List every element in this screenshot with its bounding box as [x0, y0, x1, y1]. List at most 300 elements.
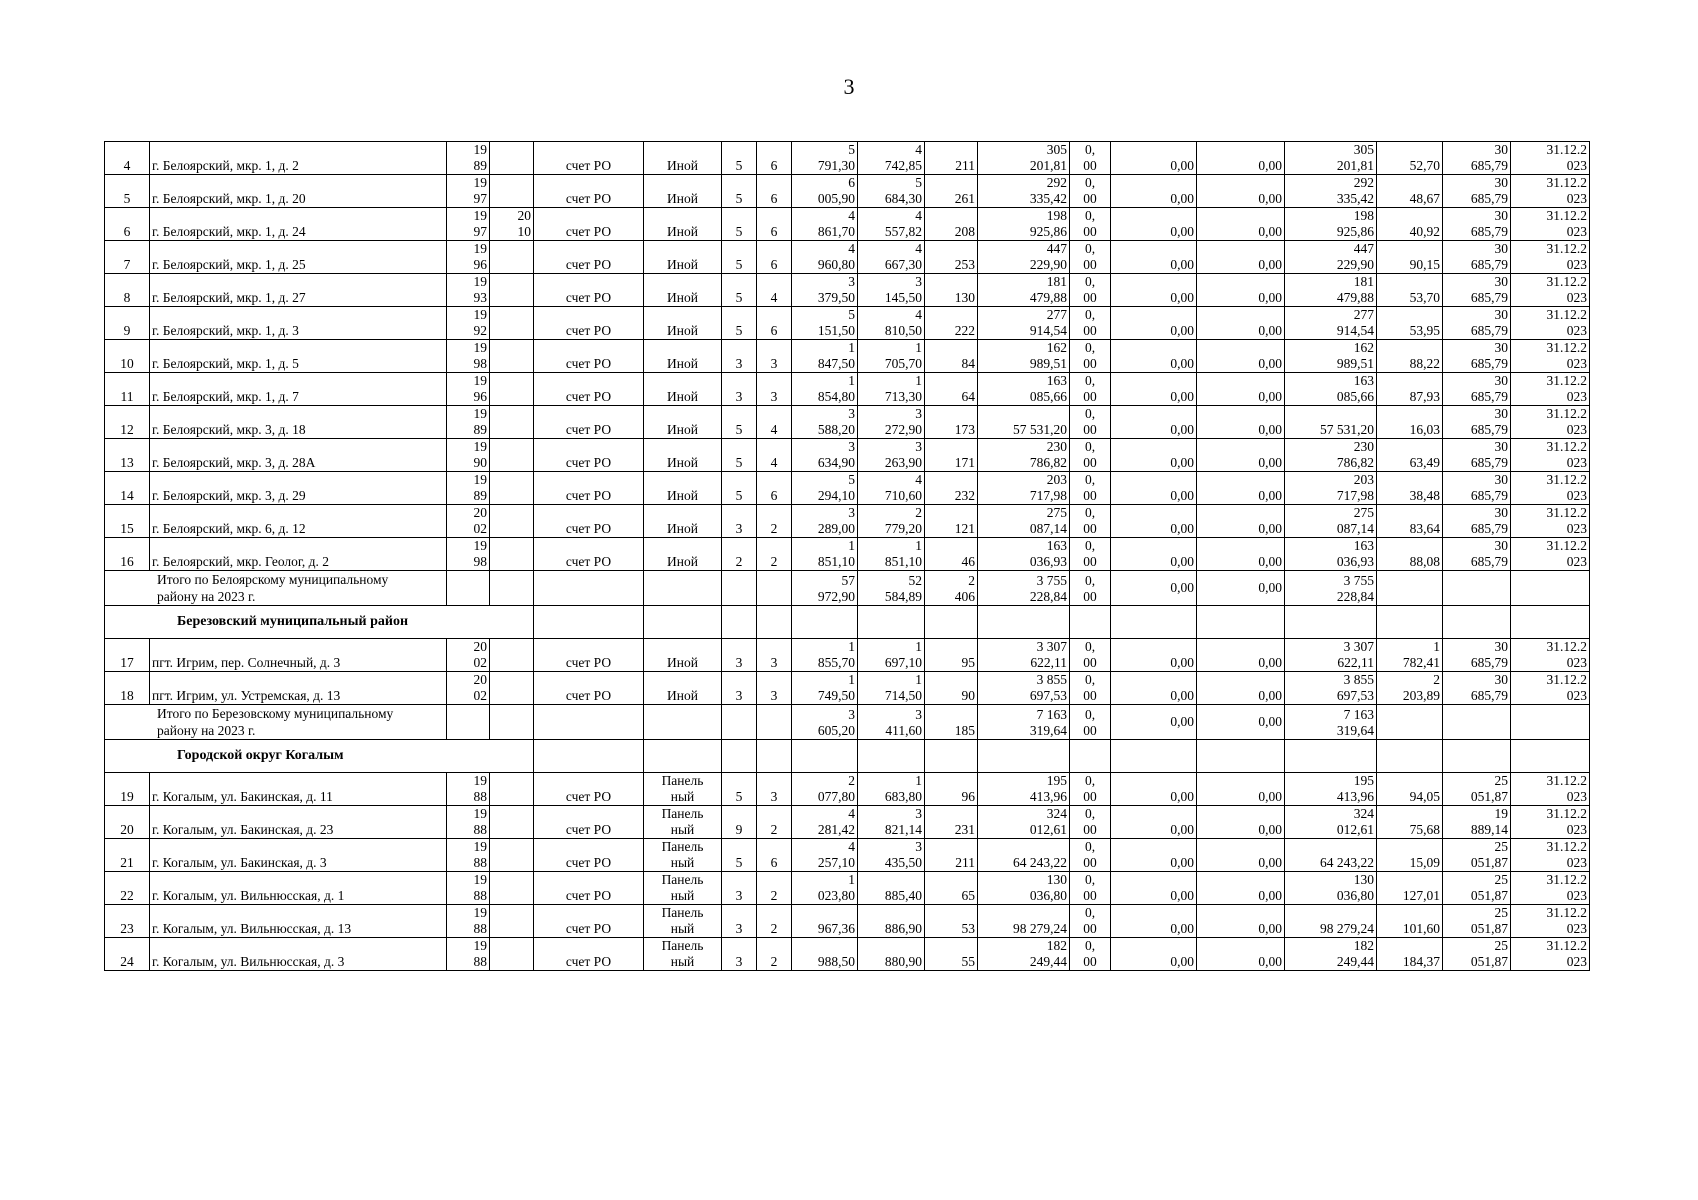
cell-line: 0, — [1084, 142, 1096, 157]
empty-cell — [644, 606, 722, 639]
cell-cost-budget2: 0,00 — [1197, 839, 1285, 872]
table-row — [105, 142, 1590, 175]
cell-line: 201,81 — [1029, 158, 1067, 173]
cell-line: 02 — [473, 521, 487, 536]
cell-line: 786,82 — [1029, 455, 1067, 470]
cell-area-total — [792, 839, 858, 872]
cell-source: счет РО — [534, 538, 644, 571]
cell-line — [492, 257, 531, 273]
cell-area-total — [792, 472, 858, 505]
cell-line: 89 — [473, 158, 487, 173]
subtotal-cost-total — [978, 705, 1070, 740]
cell-line: 275 — [1353, 505, 1374, 520]
cell-line: 19 — [473, 307, 487, 322]
cell-cost-total — [978, 872, 1070, 905]
cell-num: 9 — [105, 307, 150, 340]
cell-line: 854,80 — [817, 389, 855, 404]
cell-area-total — [792, 672, 858, 705]
cell-cost-budget1: 0,00 — [1111, 872, 1197, 905]
cell-line: 782,41 — [1402, 655, 1440, 670]
cell-cost-fund — [1070, 472, 1111, 505]
cell-line: 697,53 — [1336, 688, 1374, 703]
cell-line — [492, 688, 531, 704]
cell-deadline — [1511, 905, 1590, 938]
cell-line: 249,44 — [1029, 954, 1067, 969]
cell-residents: 84 — [925, 340, 978, 373]
subtotal-residents — [925, 571, 978, 606]
cell-area-living — [858, 439, 925, 472]
cell-line: 379,50 — [817, 290, 855, 305]
cell-unit-cost: 101,60 — [1377, 905, 1443, 938]
cell-cost-owners — [1285, 274, 1377, 307]
cell-cost-budget1: 0,00 — [1111, 274, 1197, 307]
cell-cost-budget1: 0,00 — [1111, 505, 1197, 538]
cell-entrances: 2 — [757, 938, 792, 971]
cell-cost-owners — [1285, 241, 1377, 274]
empty-cell — [447, 705, 490, 740]
cell-line: 3 — [915, 707, 922, 722]
cell-line: 64 243,22 — [1013, 855, 1067, 870]
cell-line: 292 — [1353, 175, 1374, 190]
cell-unit-cost: 75,68 — [1377, 806, 1443, 839]
cell-source: счет РО — [534, 773, 644, 806]
cell-line: 023 — [1566, 290, 1587, 305]
cell-line: 31.12.2 — [1546, 307, 1587, 322]
cell-area-total — [792, 538, 858, 571]
cell-line: 30 — [1494, 439, 1508, 454]
cell-unit-cost: 48,67 — [1377, 175, 1443, 208]
cell-line: ный — [670, 822, 695, 837]
cell-line: 4 — [848, 241, 855, 256]
cell-line: 0, — [1084, 707, 1096, 722]
cell-unit-limit — [1443, 806, 1511, 839]
cell-line — [492, 639, 531, 655]
cell-line: 19 — [473, 839, 487, 854]
cell-cost-total — [978, 938, 1070, 971]
cell-cost-budget2: 0,00 — [1197, 773, 1285, 806]
cell-line: 3 855 — [1343, 672, 1374, 687]
cell-source: счет РО — [534, 373, 644, 406]
cell-line: 30 — [1494, 274, 1508, 289]
cell-unit-limit — [1443, 241, 1511, 274]
empty-cell — [792, 606, 858, 639]
cell-line: 00 — [1083, 688, 1097, 703]
cell-entrances: 3 — [757, 639, 792, 672]
cell-line: 023,80 — [817, 888, 855, 903]
cell-floors: 5 — [722, 307, 757, 340]
cell-source: счет РО — [534, 472, 644, 505]
cell-line: 19 — [473, 406, 487, 421]
cell-line: 305 — [1353, 142, 1374, 157]
empty-cell — [1377, 571, 1443, 606]
cell-line: 077,80 — [817, 789, 855, 804]
cell-line: 19 — [1494, 806, 1508, 821]
cell-line: 02 — [473, 655, 487, 670]
cell-line: 257,10 — [817, 855, 855, 870]
cell-line: 914,54 — [1336, 323, 1374, 338]
cell-line: 036,80 — [1336, 888, 1374, 903]
cell-line: 1 — [915, 639, 922, 654]
cell-line: 447 — [1353, 241, 1374, 256]
cell-line: 5 — [848, 142, 855, 157]
cell-line — [492, 389, 531, 405]
cell-line: 023 — [1566, 158, 1587, 173]
cell-residents: 261 — [925, 175, 978, 208]
cell-line — [492, 488, 531, 504]
cell-residents: 231 — [925, 806, 978, 839]
cell-cost-budget1: 0,00 — [1111, 406, 1197, 439]
cell-year — [447, 806, 490, 839]
cell-cost-total — [978, 340, 1070, 373]
cell-line: 3 307 — [1343, 639, 1374, 654]
cell-line — [492, 191, 531, 207]
cell-material: Иной — [644, 274, 722, 307]
cell-cost-owners — [1285, 806, 1377, 839]
cell-line: 31.12.2 — [1546, 142, 1587, 157]
cell-line: 88 — [473, 888, 487, 903]
cell-area-living — [858, 839, 925, 872]
cell-unit-cost: 63,49 — [1377, 439, 1443, 472]
cell-line: 00 — [1083, 422, 1097, 437]
page-number: 3 — [843, 74, 855, 99]
cell-area-living — [858, 307, 925, 340]
cell-line: 406 — [954, 589, 975, 604]
cell-line: 30 — [1494, 340, 1508, 355]
cell-line: 00 — [1083, 888, 1097, 903]
cell-year2 — [490, 472, 534, 505]
cell-line: 914,54 — [1029, 323, 1067, 338]
cell-line: 3 755 — [1036, 573, 1067, 588]
subtotal-area-total — [792, 571, 858, 606]
cell-line: 1 — [915, 773, 922, 788]
cell-line — [492, 954, 531, 970]
cell-cost-fund — [1070, 241, 1111, 274]
cell-year — [447, 142, 490, 175]
cell-line: 023 — [1566, 356, 1587, 371]
cell-year2 — [490, 806, 534, 839]
cell-cost-fund — [1070, 538, 1111, 571]
cell-line: 00 — [1083, 521, 1097, 536]
cell-line — [980, 406, 1067, 422]
cell-floors: 3 — [722, 905, 757, 938]
cell-cost-budget1: 0,00 — [1111, 806, 1197, 839]
cell-line: 851,10 — [884, 554, 922, 569]
cell-material — [644, 839, 722, 872]
cell-area-total — [792, 773, 858, 806]
cell-line: 1 — [848, 639, 855, 654]
cell-area-living — [858, 373, 925, 406]
table-row — [105, 472, 1590, 505]
cell-unit-limit — [1443, 672, 1511, 705]
cell-line: 162 — [1046, 340, 1067, 355]
cell-line: 19 — [473, 373, 487, 388]
subtotal-cost-budget1: 0,00 — [1111, 571, 1197, 606]
cell-deadline — [1511, 672, 1590, 705]
cell-cost-owners — [1285, 839, 1377, 872]
cell-line: 1 — [848, 340, 855, 355]
cell-material: Иной — [644, 538, 722, 571]
cell-cost-fund — [1070, 208, 1111, 241]
cell-area-living — [858, 538, 925, 571]
cell-line — [980, 905, 1067, 921]
cell-unit-cost: 184,37 — [1377, 938, 1443, 971]
cell-year2 — [490, 175, 534, 208]
cell-line: 3 — [915, 839, 922, 854]
cell-line: 1 — [915, 538, 922, 553]
cell-cost-total — [978, 806, 1070, 839]
cell-unit-limit — [1443, 439, 1511, 472]
cell-unit-limit — [1443, 307, 1511, 340]
cell-line: 203 — [1046, 472, 1067, 487]
table-row — [105, 773, 1590, 806]
cell-line: 96 — [473, 257, 487, 272]
cell-line: 163 — [1046, 373, 1067, 388]
cell-line: 182 — [1046, 938, 1067, 953]
cell-line: Панель — [661, 773, 704, 788]
empty-cell — [792, 740, 858, 773]
cell-line — [492, 158, 531, 174]
cell-unit-cost: 94,05 — [1377, 773, 1443, 806]
cell-line: 272,90 — [884, 422, 922, 437]
cell-line — [492, 439, 531, 455]
empty-cell — [925, 740, 978, 773]
cell-year — [447, 340, 490, 373]
cell-line: 00 — [1083, 655, 1097, 670]
cell-line: 88 — [473, 954, 487, 969]
cell-line — [492, 373, 531, 389]
cell-line: 7 163 — [1343, 707, 1374, 722]
cell-line: 162 — [1353, 340, 1374, 355]
cell-year — [447, 472, 490, 505]
cell-cost-total — [978, 839, 1070, 872]
cell-line: 3 — [848, 707, 855, 722]
cell-area-total — [792, 505, 858, 538]
cell-material: Иной — [644, 505, 722, 538]
cell-cost-total — [978, 175, 1070, 208]
cell-entrances: 3 — [757, 340, 792, 373]
cell-line — [492, 872, 531, 888]
cell-year — [447, 175, 490, 208]
cell-line: 25 — [1494, 839, 1508, 854]
cell-entrances: 6 — [757, 241, 792, 274]
cell-entrances: 3 — [757, 773, 792, 806]
cell-source: счет РО — [534, 142, 644, 175]
cell-area-living — [858, 175, 925, 208]
cell-line: 0, — [1084, 208, 1096, 223]
cell-line: 1 — [848, 872, 855, 887]
cell-cost-total — [978, 274, 1070, 307]
cell-line: 023 — [1566, 921, 1587, 936]
cell-unit-cost — [1377, 672, 1443, 705]
cell-year2 — [490, 639, 534, 672]
cell-line: 1 — [848, 373, 855, 388]
cell-cost-owners — [1285, 373, 1377, 406]
empty-cell — [534, 571, 644, 606]
cell-num: 19 — [105, 773, 150, 806]
cell-address: г. Белоярский, мкр. 1, д. 2 — [150, 142, 447, 175]
cell-floors: 5 — [722, 439, 757, 472]
cell-line: 411,60 — [885, 723, 922, 738]
subtotal-cost-total — [978, 571, 1070, 606]
cell-line: 786,82 — [1336, 455, 1374, 470]
cell-line: 98 279,24 — [1013, 921, 1067, 936]
cell-line — [492, 921, 531, 937]
cell-line: 847,50 — [817, 356, 855, 371]
empty-cell — [534, 740, 644, 773]
cell-unit-limit — [1443, 142, 1511, 175]
cell-year2 — [490, 872, 534, 905]
cell-line: 275 — [1046, 505, 1067, 520]
cell-line: 31.12.2 — [1546, 439, 1587, 454]
empty-cell — [858, 740, 925, 773]
cell-line: 277 — [1046, 307, 1067, 322]
cell-line: 20 — [473, 639, 487, 654]
cell-area-living — [858, 208, 925, 241]
cell-cost-budget2: 0,00 — [1197, 142, 1285, 175]
cell-area-living — [858, 672, 925, 705]
cell-line: 2 — [848, 773, 855, 788]
cell-line: ный — [670, 888, 695, 903]
cell-unit-cost: 83,64 — [1377, 505, 1443, 538]
cell-area-total — [792, 872, 858, 905]
cell-line: 25 — [1494, 872, 1508, 887]
cell-cost-total — [978, 373, 1070, 406]
cell-line — [492, 855, 531, 871]
cell-address: г. Белоярский, мкр. 1, д. 3 — [150, 307, 447, 340]
cell-line: 228,84 — [1029, 589, 1067, 604]
cell-line: 413,96 — [1336, 789, 1374, 804]
cell-cost-owners — [1285, 175, 1377, 208]
cell-cost-fund — [1070, 938, 1111, 971]
cell-entrances: 6 — [757, 175, 792, 208]
cell-line: 98 279,24 — [1320, 921, 1374, 936]
cell-area-living — [858, 505, 925, 538]
cell-line: 685,79 — [1470, 191, 1508, 206]
cell-num: 14 — [105, 472, 150, 505]
empty-cell — [978, 740, 1070, 773]
cell-unit-limit — [1443, 773, 1511, 806]
cell-line: 263,90 — [884, 455, 922, 470]
cell-unit-limit — [1443, 274, 1511, 307]
cell-line: 19 — [473, 274, 487, 289]
cell-cost-owners — [1285, 505, 1377, 538]
cell-entrances: 2 — [757, 872, 792, 905]
cell-line: 130 — [1046, 872, 1067, 887]
cell-source: счет РО — [534, 208, 644, 241]
cell-line: 30 — [1494, 208, 1508, 223]
cell-address: г. Белоярский, мкр. 1, д. 25 — [150, 241, 447, 274]
cell-line: 31.12.2 — [1546, 406, 1587, 421]
cell-line: 0, — [1084, 639, 1096, 654]
cell-line: 31.12.2 — [1546, 839, 1587, 854]
cell-line: 88 — [473, 921, 487, 936]
cell-entrances: 2 — [757, 905, 792, 938]
cell-line: 605,20 — [817, 723, 855, 738]
table-row — [105, 274, 1590, 307]
cell-line: 685,79 — [1470, 455, 1508, 470]
cell-area-total — [792, 208, 858, 241]
cell-floors: 5 — [722, 274, 757, 307]
cell-line — [492, 655, 531, 671]
cell-year2 — [490, 439, 534, 472]
cell-line: 972,90 — [817, 589, 855, 604]
cell-unit-cost: 53,95 — [1377, 307, 1443, 340]
cell-line: 0, — [1084, 274, 1096, 289]
cell-line: 19 — [473, 472, 487, 487]
cell-line: 198 — [1046, 208, 1067, 223]
cell-num: 23 — [105, 905, 150, 938]
empty-cell — [1285, 740, 1377, 773]
cell-line: району на 2023 г. — [157, 723, 256, 738]
cell-line — [492, 307, 531, 323]
cell-residents: 173 — [925, 406, 978, 439]
cell-line — [794, 905, 855, 921]
cell-line: 2 — [968, 573, 975, 588]
cell-line: 4 — [915, 241, 922, 256]
cell-entrances: 4 — [757, 439, 792, 472]
cell-deadline — [1511, 472, 1590, 505]
cell-line: 989,51 — [1029, 356, 1067, 371]
cell-cost-budget2: 0,00 — [1197, 307, 1285, 340]
cell-line: 714,50 — [884, 688, 922, 703]
cell-line: 3 — [915, 806, 922, 821]
cell-line: 713,30 — [884, 389, 922, 404]
cell-unit-cost: 15,09 — [1377, 839, 1443, 872]
empty-cell — [644, 740, 722, 773]
cell-unit-cost: 16,03 — [1377, 406, 1443, 439]
cell-line: 697,10 — [884, 655, 922, 670]
cell-line: 31.12.2 — [1546, 505, 1587, 520]
cell-line: 685,79 — [1470, 655, 1508, 670]
cell-line: 277 — [1353, 307, 1374, 322]
subtotal-cost-budget2: 0,00 — [1197, 705, 1285, 740]
empty-cell — [925, 606, 978, 639]
cell-cost-budget1: 0,00 — [1111, 472, 1197, 505]
cell-num: 18 — [105, 672, 150, 705]
cell-line: 57 531,20 — [1013, 422, 1067, 437]
subtotal-row — [105, 705, 1590, 740]
cell-line: 051,87 — [1470, 888, 1508, 903]
cell-deadline — [1511, 839, 1590, 872]
cell-line: 97 — [473, 224, 487, 239]
cell-year — [447, 639, 490, 672]
table-row — [105, 241, 1590, 274]
cell-cost-total — [978, 142, 1070, 175]
cell-line: 051,87 — [1470, 954, 1508, 969]
empty-cell — [1377, 705, 1443, 740]
cell-source: счет РО — [534, 241, 644, 274]
cell-line: 00 — [1083, 723, 1097, 738]
cell-cost-owners — [1285, 307, 1377, 340]
cell-unit-cost: 90,15 — [1377, 241, 1443, 274]
cell-line: 6 — [848, 175, 855, 190]
subtotal-area-total — [792, 705, 858, 740]
cell-cost-owners — [1285, 142, 1377, 175]
cell-line: 31.12.2 — [1546, 175, 1587, 190]
cell-residents: 95 — [925, 639, 978, 672]
table-row — [105, 373, 1590, 406]
empty-cell — [534, 705, 644, 740]
cell-address: г. Когалым, ул. Вильнюсская, д. 3 — [150, 938, 447, 971]
cell-material: Иной — [644, 672, 722, 705]
cell-cost-fund — [1070, 307, 1111, 340]
cell-area-living — [858, 340, 925, 373]
cell-area-total — [792, 905, 858, 938]
empty-cell — [1111, 740, 1197, 773]
empty-cell — [757, 705, 792, 740]
cell-line: 0, — [1084, 672, 1096, 687]
cell-area-living — [858, 142, 925, 175]
